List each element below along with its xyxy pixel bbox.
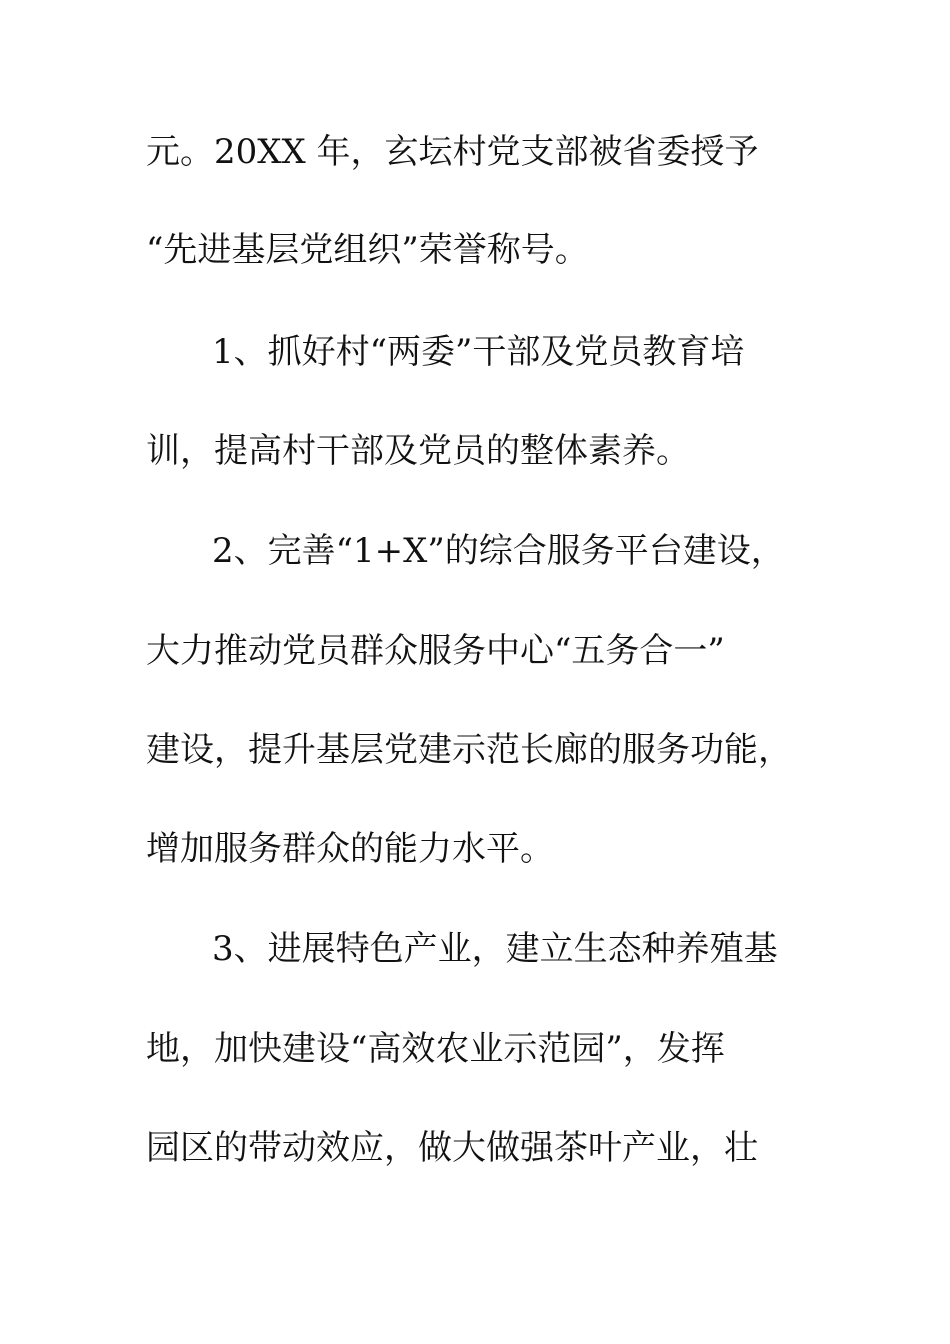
list-item-1-line: 1、抓好村“两委”干部及党员教育培 <box>212 332 745 372</box>
text-line: “先进基层党组织”荣誉称号。 <box>146 230 589 270</box>
list-item-3-line: 3、进展特色产业，建立生态种养殖基 <box>212 929 778 969</box>
text-line: 地，加快建设“高效农业示范园”，发挥 <box>146 1029 725 1069</box>
text-line: 训，提高村干部及党员的整体素养。 <box>146 431 690 471</box>
text-line: 大力推动党员群众服务中心“五务合一” <box>146 631 725 671</box>
text-line: 园区的带动效应，做大做强茶叶产业，壮 <box>146 1128 758 1168</box>
list-item-2-line: 2、完善“1+X”的综合服务平台建设， <box>212 531 785 571</box>
text-line: 元。20XX 年，玄坛村党支部被省委授予 <box>146 132 759 172</box>
text-line: 增加服务群众的能力水平。 <box>146 829 554 869</box>
text-line: 建设，提升基层党建示范长廊的服务功能， <box>146 730 792 770</box>
